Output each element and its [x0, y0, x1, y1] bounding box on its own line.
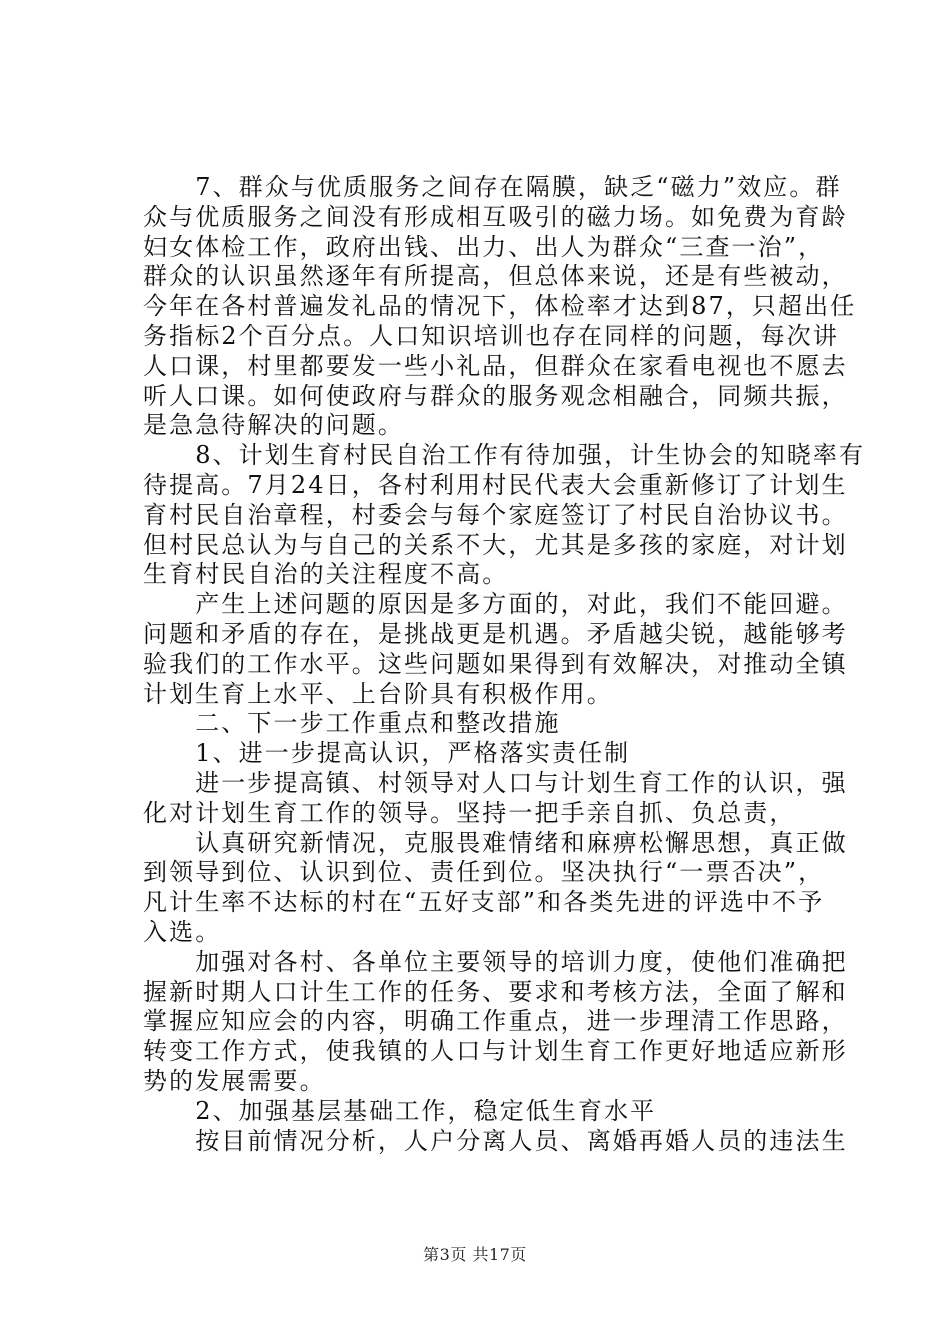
page-footer: 第3页 共17页 [423, 1245, 527, 1264]
text-line: 8、计划生育村民自治工作有待加强，计生协会的知晓率有 [143, 441, 866, 470]
text-line: 2、加强基层基础工作，稳定低生育水平 [143, 1096, 657, 1125]
text-line: 按目前情况分析，人户分离人员、离婚再婚人员的违法生 [143, 1126, 848, 1155]
text-line: 加强对各村、各单位主要领导的培训力度，使他们准确把 [143, 947, 848, 976]
text-line: 到领导到位、认识到位、责任到位。坚决执行“一票否决”， [143, 858, 825, 887]
text-line: 众与优质服务之间没有形成相互吸引的磁力场。如免费为育龄 [143, 202, 848, 231]
text-line: 化对计划生育工作的领导。坚持一把手亲自抓、负总责， [143, 798, 796, 827]
text-line: 计划生育上水平、上台阶具有积极作用。 [143, 679, 613, 708]
text-line: 群众的认识虽然逐年有所提高，但总体来说，还是有些被动， [143, 262, 848, 291]
text-line: 凡计生率不达标的村在“五好支部”和各类先进的评选中不予 [143, 888, 825, 917]
text-line: 验我们的工作水平。这些问题如果得到有效解决，对推动全镇 [143, 649, 848, 678]
text-line: 人口课，村里都要发一些小礼品，但群众在家看电视也不愿去 [143, 351, 848, 380]
text-line: 二、下一步工作重点和整改措施 [143, 709, 561, 738]
text-line: 势的发展需要。 [143, 1066, 326, 1095]
text-line: 入选。 [143, 917, 222, 946]
text-line: 但村民总认为与自己的关系不大，尤其是多孩的家庭，对计划 [143, 530, 848, 559]
text-line: 握新时期人口计生工作的任务、要求和考核方法，全面了解和 [143, 977, 848, 1006]
text-line: 妇女体检工作，政府出钱、出力、出人为群众“三查一治”， [143, 232, 825, 261]
text-line: 产生上述问题的原因是多方面的，对此，我们不能回避。 [143, 590, 848, 619]
text-line: 进一步提高镇、村领导对人口与计划生育工作的认识，强 [143, 768, 848, 797]
text-line: 生育村民自治的关注程度不高。 [143, 560, 509, 589]
text-line: 1、进一步提高认识，严格落实责任制 [143, 739, 631, 768]
text-line: 育村民自治章程，村委会与每个家庭签订了村民自治协议书。 [143, 500, 848, 529]
text-line: 待提高。7月24日，各村利用村民代表大会重新修订了计划生 [143, 470, 848, 499]
text-line: 转变工作方式，使我镇的人口与计划生育工作更好地适应新形 [143, 1037, 848, 1066]
text-line: 听人口课。如何使政府与群众的服务观念相融合，同频共振， [143, 381, 848, 410]
text-line: 问题和矛盾的存在，是挑战更是机遇。矛盾越尖锐，越能够考 [143, 619, 848, 648]
text-line: 务指标2个百分点。人口知识培训也存在同样的问题，每次讲 [143, 321, 839, 350]
text-line: 7、群众与优质服务之间存在隔膜，缺乏“磁力”效应。群 [143, 173, 842, 201]
text-line: 掌握应知应会的内容，明确工作重点，进一步理清工作思路， [143, 1007, 848, 1036]
document-body [143, 173, 866, 1156]
text-line: 认真研究新情况，克服畏难情绪和麻痹松懈思想，真正做 [143, 828, 848, 857]
text-line: 今年在各村普遍发礼品的情况下，体检率才达到87，只超出任 [143, 292, 857, 321]
text-line: 是急急待解决的问题。 [143, 411, 404, 440]
